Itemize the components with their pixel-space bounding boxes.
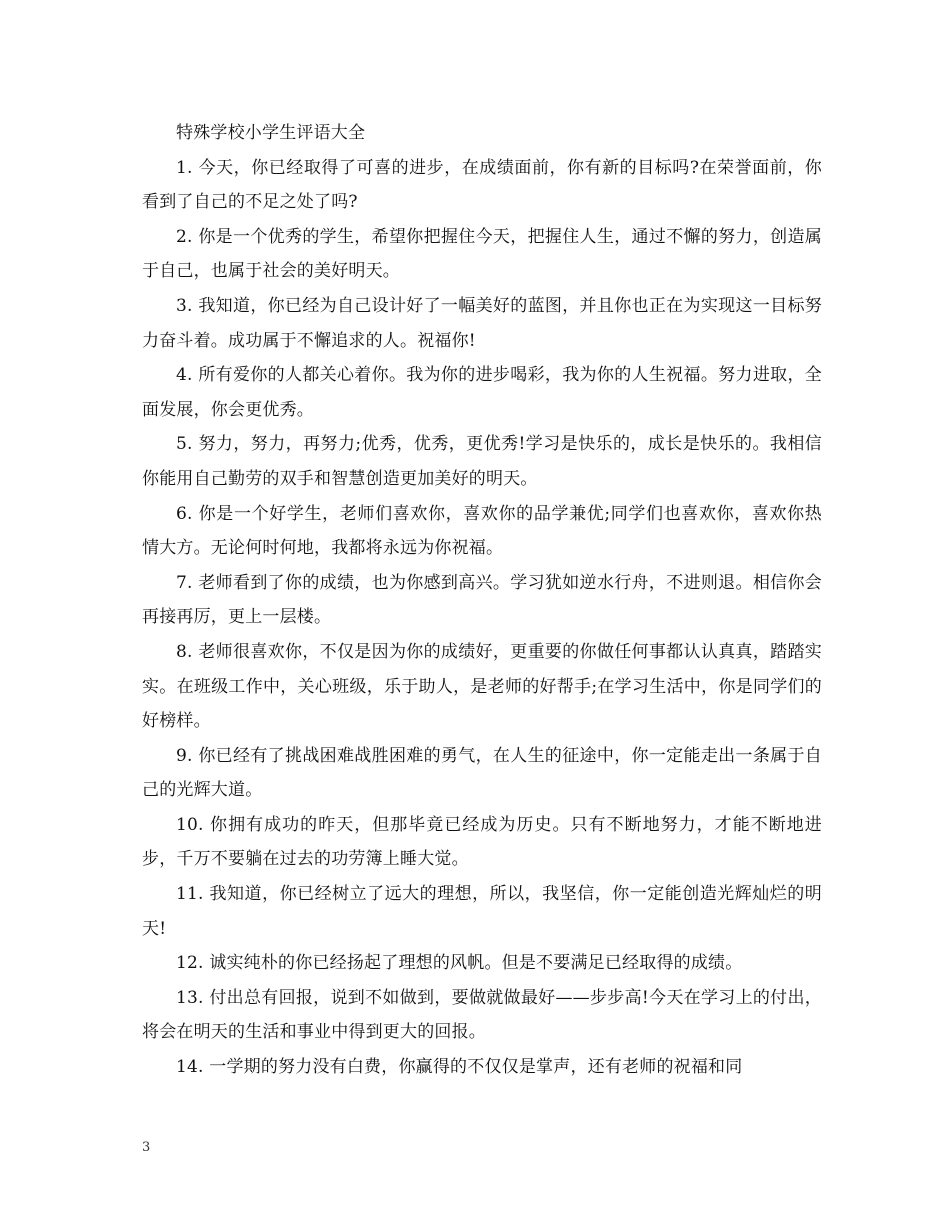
comment-paragraph: 12. 诚实纯朴的你已经扬起了理想的风帆。但是不要满足已经取得的成绩。: [176, 953, 743, 974]
comment-paragraph: 14. 一学期的努力没有白费，你赢得的不仅仅是掌声，还有老师的祝福和同: [176, 1057, 743, 1078]
comment-paragraph: 11. 我知道，你已经树立了远大的理想，所以，我坚信，你一定能创造光辉灿烂的明天!: [142, 884, 822, 939]
comment-paragraph: 9. 你已经有了挑战困难战胜困难的勇气，在人生的征途中，你一定能走出一条属于自己的光辉大道。: [142, 745, 822, 801]
comment-paragraph: 5. 努力，努力，再努力;优秀，优秀，更优秀!学习是快乐的，成长是快乐的。我相信你能用自己勤劳的双手和智慧创造更加美好的明天。: [142, 434, 822, 489]
comment-paragraph: 6. 你是一个好学生，老师们喜欢你，喜欢你的品学兼优;同学们也喜欢你，喜欢你热情大方。无论何时何地，我都将永远为你祝福。: [142, 503, 822, 559]
comment-paragraph: 1. 今天，你已经取得了可喜的进步，在成绩面前，你有新的目标吗?在荣誉面前，你看到了自己的不足之处了吗?: [142, 157, 822, 213]
page-number: 3: [142, 1140, 151, 1155]
comment-paragraph: 10. 你拥有成功的昨天，但那毕竟已经成为历史。只有不断地努力，才能不断地进步，千万不要躺在过去的功劳簿上睡大觉。: [142, 814, 822, 870]
comment-paragraph: 8. 老师很喜欢你，不仅是因为你的成绩好，更重要的你做任何事都认认真真，踏踏实实。在班级工作中，关心班级，乐于助人，是老师的好帮手;在学习生活中，你是同学们的好榜样。: [142, 641, 822, 732]
comment-paragraph: 3. 我知道，你已经为自己设计好了一幅美好的蓝图，并且你也正在为实现这一目标努力奋斗着。成功属于不懈追求的人。祝福你!: [142, 295, 822, 351]
comment-paragraph: 13. 付出总有回报，说到不如做到，要做就做最好——步步高!今天在学习上的付出，将会在明天的生活和事业中得到更大的回报。: [142, 987, 822, 1043]
document-title: 特殊学校小学生评语大全: [176, 123, 366, 143]
comment-paragraph: 4. 所有爱你的人都关心着你。我为你的进步喝彩，我为你的人生祝福。努力进取，全面发展，你会更优秀。: [142, 365, 822, 420]
comment-paragraph: 7. 老师看到了你的成绩，也为你感到高兴。学习犹如逆水行舟，不进则退。相信你会再接再厉，更上一层楼。: [142, 572, 822, 628]
comment-paragraph: 2. 你是一个优秀的学生，希望你把握住今天，把握住人生，通过不懈的努力，创造属于自己，也属于社会的美好明天。: [142, 226, 822, 282]
document-body: [142, 116, 822, 1085]
